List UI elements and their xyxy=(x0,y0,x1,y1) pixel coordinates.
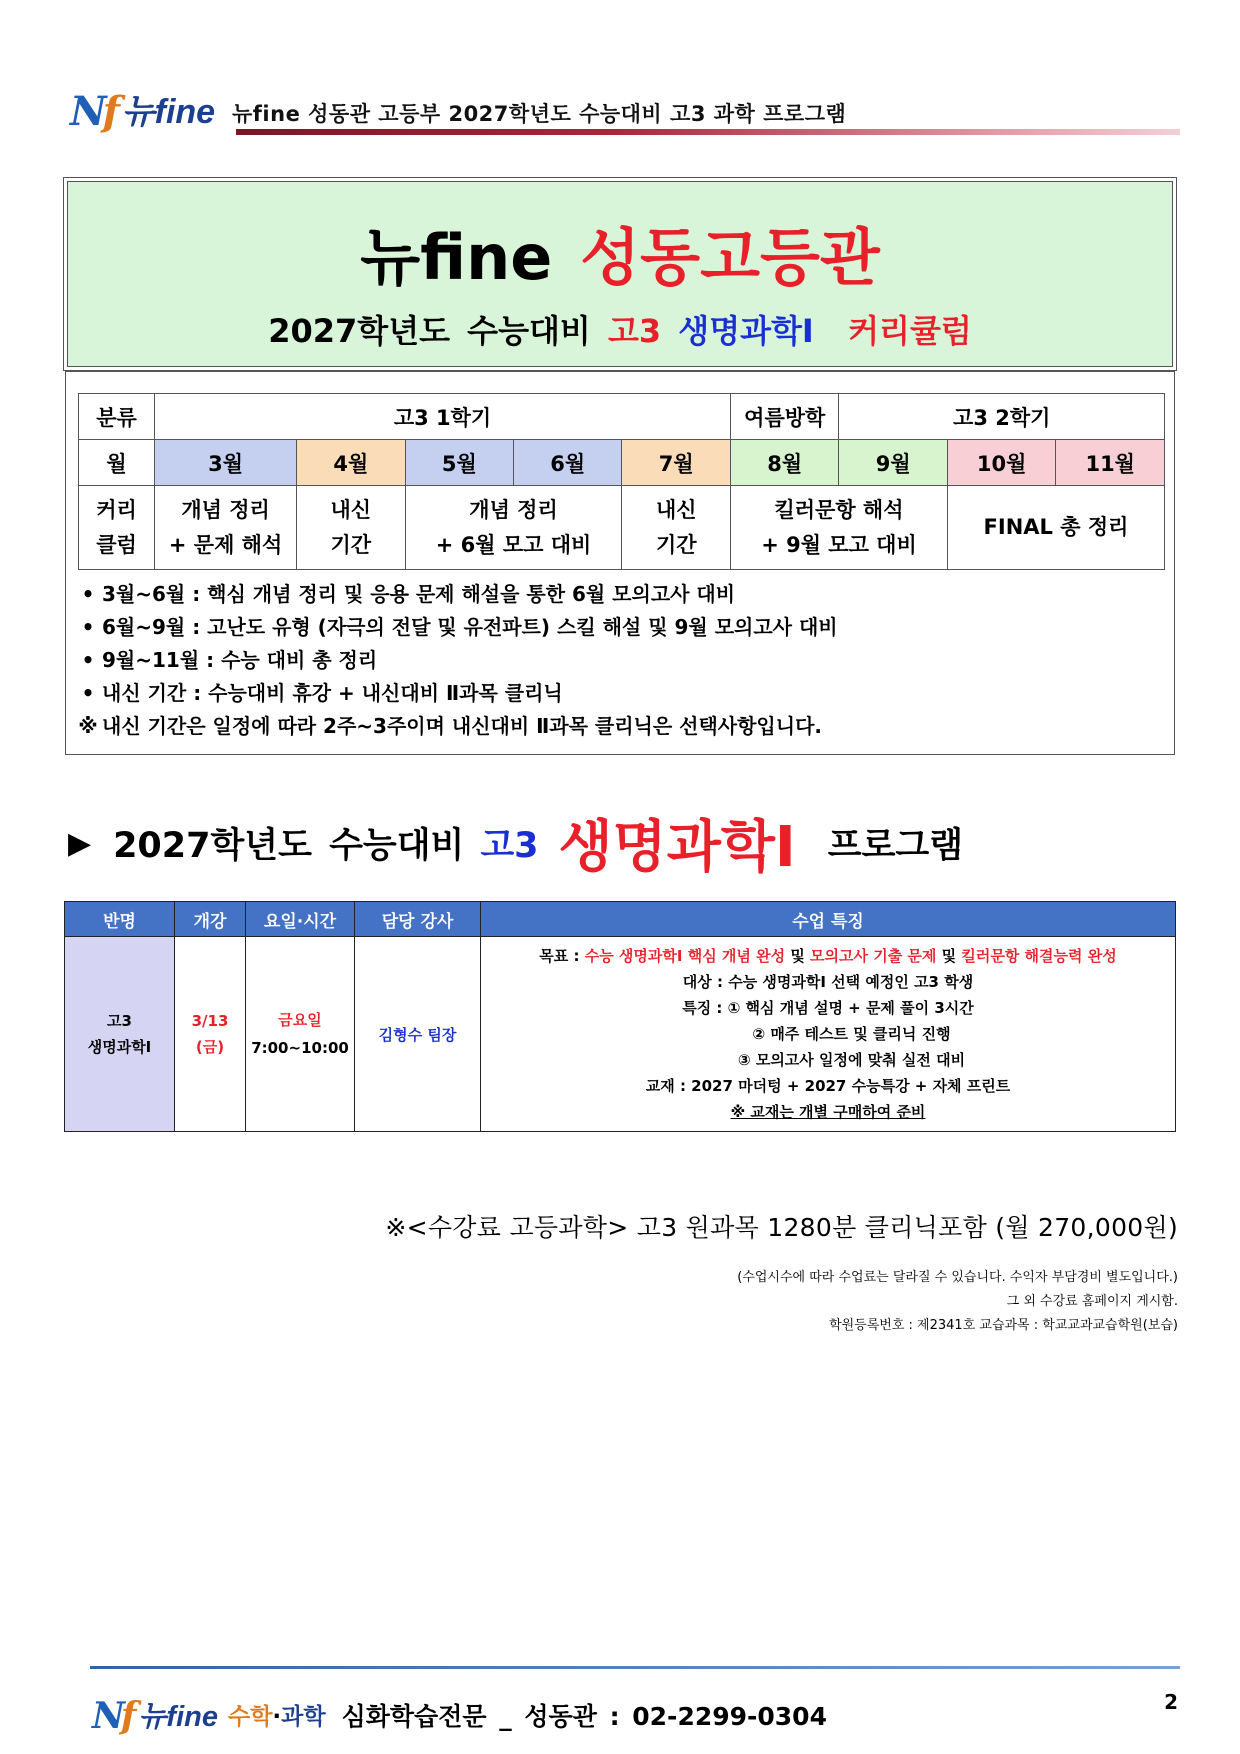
curriculum-table xyxy=(78,393,1165,570)
page-footer xyxy=(92,1686,827,1737)
page-header xyxy=(70,84,1180,136)
category-label: 분류 xyxy=(79,394,155,440)
semester-1: 고3 1학기 xyxy=(155,394,731,440)
curriculum-notes xyxy=(74,578,1164,743)
list-item: ※ 내신 기간은 일정에 따라 2주~3주이며 내신대비 Ⅱ과목 클리닉은 선택사항입니다. xyxy=(78,714,822,738)
footer-contact: 심화학습전문 _ 성동관 : 02-2299-0304 xyxy=(341,1702,827,1731)
triangle-icon: ▶ xyxy=(68,825,92,861)
target-line: 대상 : 수능 생명과학Ⅰ 선택 예정인 고3 학생 xyxy=(682,973,974,991)
month-cell: 8월 xyxy=(731,440,839,486)
column-header: 수업 특징 xyxy=(481,902,1176,937)
curriculum-label: 커리 클럼 xyxy=(79,486,155,570)
page-number: 2 xyxy=(1164,1690,1178,1714)
footer-logo-mark: Nf xyxy=(92,1695,133,1737)
fee-note: (수업시수에 따라 수업료는 달라질 수 있습니다. 수익자 부담경비 별도입니다.) xyxy=(737,1270,1178,1285)
month-cell: 11월 xyxy=(1056,440,1165,486)
title-brand: 뉴fine xyxy=(360,221,553,294)
month-cell: 3월 xyxy=(155,440,297,486)
month-cell: 9월 xyxy=(839,440,947,486)
curriculum-row-months xyxy=(79,440,1165,486)
summer-break: 여름방학 xyxy=(731,394,839,440)
fee-note: 그 외 수강료 홈페이지 게시함. xyxy=(1006,1294,1178,1309)
curriculum-cell: 내신 기간 xyxy=(622,486,731,570)
start-date: 3/13 (금) xyxy=(175,937,246,1132)
column-header: 요일·시간 xyxy=(246,902,355,937)
list-item: • 내신 기간 : 수능대비 휴강 + 내신대비 Ⅱ과목 클리닉 xyxy=(81,681,563,705)
teacher: 김형수 팀장 xyxy=(355,937,481,1132)
title-sub: 2027학년도 수능대비 고3 생명과학Ⅰ 커리큘럼 xyxy=(268,312,972,350)
header-title: 뉴fine 성동관 고등부 2027학년도 수능대비 고3 과학 프로그램 xyxy=(232,102,847,126)
table-row xyxy=(65,937,1176,1132)
schedule: 금요일 7:00~10:00 xyxy=(246,937,355,1132)
month-cell: 7월 xyxy=(622,440,731,486)
feature-line: ② 매주 테스트 및 클리닉 진행 xyxy=(752,1025,951,1043)
month-cell: 10월 xyxy=(947,440,1055,486)
list-item: • 9월~11월 : 수능 대비 총 정리 xyxy=(81,648,378,672)
list-item: • 6월~9월 : 고난도 유형 (자극의 전달 및 유전파트) 스킬 해설 및 9월 모의고사 대비 xyxy=(81,615,838,639)
textbook-note: ※ 교재는 개별 구매하여 준비 xyxy=(730,1103,926,1121)
title-branch: 성동고등관 xyxy=(580,221,880,294)
curriculum-box xyxy=(65,371,1175,755)
feature-line: 특징 : ① 핵심 개념 설명 + 문제 풀이 3시간 xyxy=(682,999,974,1017)
logo-text: 뉴fine xyxy=(121,93,216,131)
month-cell: 5월 xyxy=(405,440,513,486)
curriculum-cell: 개념 정리 + 6월 모고 대비 xyxy=(405,486,622,570)
feature-line: ③ 모의고사 일정에 맞춰 실전 대비 xyxy=(737,1051,966,1069)
tuition-fee: ※<수강료 고등과학> 고3 원과목 1280분 클리닉포함 (월 270,000원) xyxy=(385,1213,1178,1242)
program-table xyxy=(64,901,1176,1132)
curriculum-row-content xyxy=(79,486,1165,570)
semester-2: 고3 2학기 xyxy=(839,394,1165,440)
footer-subjects: 수학·과학 xyxy=(227,1704,326,1730)
title-main xyxy=(68,208,1172,297)
class-name: 고3 생명과학Ⅰ xyxy=(65,937,175,1132)
list-item: • 3월~6월 : 핵심 개념 정리 및 응용 문제 해설을 통한 6월 모의고사 대비 xyxy=(81,582,736,606)
table-header-row xyxy=(65,902,1176,937)
footer-divider xyxy=(90,1666,1180,1669)
title-box xyxy=(63,177,1177,371)
program-heading: ▶ 2027학년도 수능대비 고3 생명과학Ⅰ 프로그램 xyxy=(68,815,964,880)
month-cell: 4월 xyxy=(297,440,405,486)
brand-logo xyxy=(70,84,216,135)
month-label: 월 xyxy=(79,440,155,486)
curriculum-cell: 개념 정리 + 문제 해석 xyxy=(155,486,297,570)
column-header: 담당 강사 xyxy=(355,902,481,937)
column-header: 반명 xyxy=(65,902,175,937)
curriculum-cell: FINAL 총 정리 xyxy=(947,486,1164,570)
footer-logo-text: 뉴fine xyxy=(138,1701,218,1733)
registration-info: 학원등록번호 : 제2341호 교습과목 : 학교교과교습학원(보습) xyxy=(829,1318,1178,1333)
goal-line: 목표 : 수능 생명과학Ⅰ 핵심 개념 완성 및 모의고사 기출 문제 및 킬러문항 해결능력 완성 xyxy=(539,947,1117,965)
month-cell: 6월 xyxy=(514,440,622,486)
title-box-inner xyxy=(67,181,1173,367)
curriculum-cell: 내신 기간 xyxy=(297,486,405,570)
textbook-line: 교재 : 2027 마더텅 + 2027 수능특강 + 자체 프린트 xyxy=(645,1077,1011,1095)
class-features xyxy=(481,937,1176,1132)
curriculum-row-category xyxy=(79,394,1165,440)
column-header: 개강 xyxy=(175,902,246,937)
header-divider xyxy=(236,129,1180,135)
curriculum-cell: 킬러문항 해석 + 9월 모고 대비 xyxy=(731,486,948,570)
logo-mark: Nf xyxy=(70,88,116,135)
